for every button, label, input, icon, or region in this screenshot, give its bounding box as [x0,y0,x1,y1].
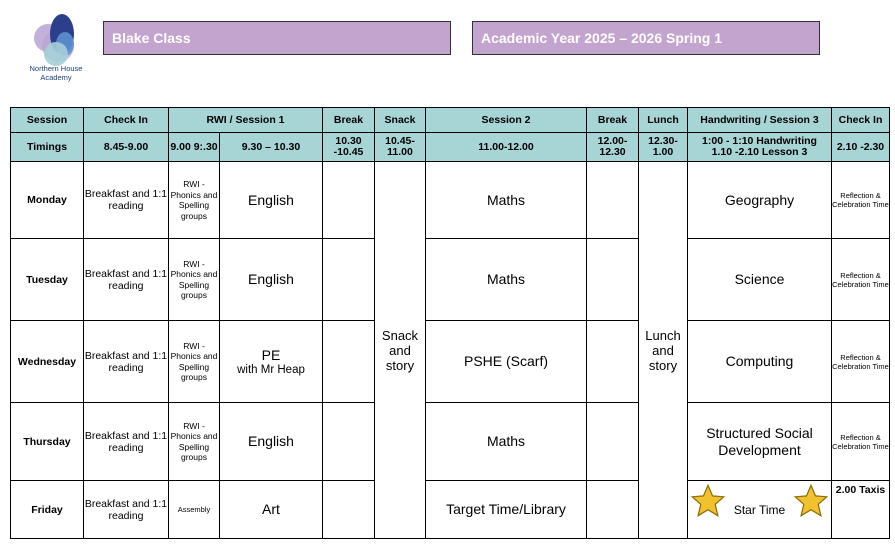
session1-cell: English [220,162,323,239]
check-in-cell: Breakfast and 1:1 reading [84,239,169,321]
session3-cell: Science [688,239,832,321]
header-check-in2: Check In [832,108,890,133]
logo-line2: Academy [40,73,72,82]
timings-label: Timings [11,133,84,162]
timing-rwi-a: 9.00 9:.30 [169,133,220,162]
rwi-cell: RWI - Phonics and Spelling groups [169,162,220,239]
session1-cell: Art [220,481,323,539]
star-icon [690,483,726,519]
day-name: Friday [11,481,84,539]
logo-line1: Northern House [29,64,83,73]
timing-rwi-b: 9.30 – 10.30 [220,133,323,162]
end-cell: Reflection & Celebration Time [832,403,890,481]
star-icon [793,483,829,519]
day-row-thursday [11,403,890,481]
timing-check-in2: 2.10 -2.30 [832,133,890,162]
header-snack: Snack [375,108,426,133]
timing-lunch: 12.30-1.00 [639,133,688,162]
header-session: Session [11,108,84,133]
break1-cell [323,239,375,321]
session1-cell: English [220,239,323,321]
timings-row [11,133,890,162]
break2-cell [587,239,639,321]
end-cell: Reflection & Celebration Time [832,162,890,239]
session3-cell [688,481,832,539]
header-lunch: Lunch [639,108,688,133]
session2-cell: PSHE (Scarf) [426,321,587,403]
timing-handwriting-1: 1:00 - 1:10 Handwriting [702,135,817,147]
break2-cell [587,481,639,539]
break2-cell [587,162,639,239]
check-in-cell: Breakfast and 1:1 reading [84,403,169,481]
lunch-story-cell: Lunch and story [639,162,688,539]
class-name-banner: Blake Class [103,21,451,55]
break1-cell [323,162,375,239]
session1-cell: English [220,403,323,481]
day-row-monday [11,162,890,239]
header-rwi: RWI / Session 1 [169,108,323,133]
timing-handwriting [688,133,832,162]
day-name: Thursday [11,403,84,481]
day-row-tuesday [11,239,890,321]
session3-cell: Computing [688,321,832,403]
rwi-cell: RWI - Phonics and Spelling groups [169,403,220,481]
session1-cell [220,321,323,403]
session2-cell: Maths [426,162,587,239]
break2-cell [587,403,639,481]
session1-main: PE [261,347,281,363]
break1-cell [323,481,375,539]
timing-handwriting-2: 1.10 -2.10 Lesson 3 [711,146,808,158]
rwi-cell: RWI - Phonics and Spelling groups [169,239,220,321]
break1-cell [323,403,375,481]
session3-cell: Geography [688,162,832,239]
day-name: Wednesday [11,321,84,403]
session1-sub: with Mr Heap [237,364,305,376]
timing-break1: 10.30 -10.45 [323,133,375,162]
rwi-cell: Assembly [169,481,220,539]
timing-break2: 12.00-12.30 [587,133,639,162]
end-cell: Reflection & Celebration Time [832,321,890,403]
header-handwriting: Handwriting / Session 3 [688,108,832,133]
day-row-wednesday [11,321,890,403]
break2-cell [587,321,639,403]
header-break1: Break [323,108,375,133]
day-row-friday [11,481,890,539]
rwi-cell: RWI - Phonics and Spelling groups [169,321,220,403]
check-in-cell: Breakfast and 1:1 reading [84,481,169,539]
end-cell: 2.00 Taxis [832,481,890,539]
session3-cell: Structured Social Development [688,403,832,481]
logo-text [10,64,102,82]
header-check-in: Check In [84,108,169,133]
timing-session2: 11.00-12.00 [426,133,587,162]
timetable [10,107,890,539]
day-name: Tuesday [11,239,84,321]
header-break2: Break [587,108,639,133]
end-cell: Reflection & Celebration Time [832,239,890,321]
snack-story-cell: Snack and story [375,162,426,539]
check-in-cell: Breakfast and 1:1 reading [84,321,169,403]
header-session2: Session 2 [426,108,587,133]
timing-check-in: 8.45-9.00 [84,133,169,162]
day-name: Monday [11,162,84,239]
session2-cell: Target Time/Library [426,481,587,539]
session2-cell: Maths [426,239,587,321]
header-row [11,108,890,133]
academic-year-banner: Academic Year 2025 – 2026 Spring 1 [472,21,820,55]
break1-cell [323,321,375,403]
session2-cell: Maths [426,403,587,481]
check-in-cell: Breakfast and 1:1 reading [84,162,169,239]
timing-snack: 10.45-11.00 [375,133,426,162]
star-time-label: Star Time [733,502,786,517]
